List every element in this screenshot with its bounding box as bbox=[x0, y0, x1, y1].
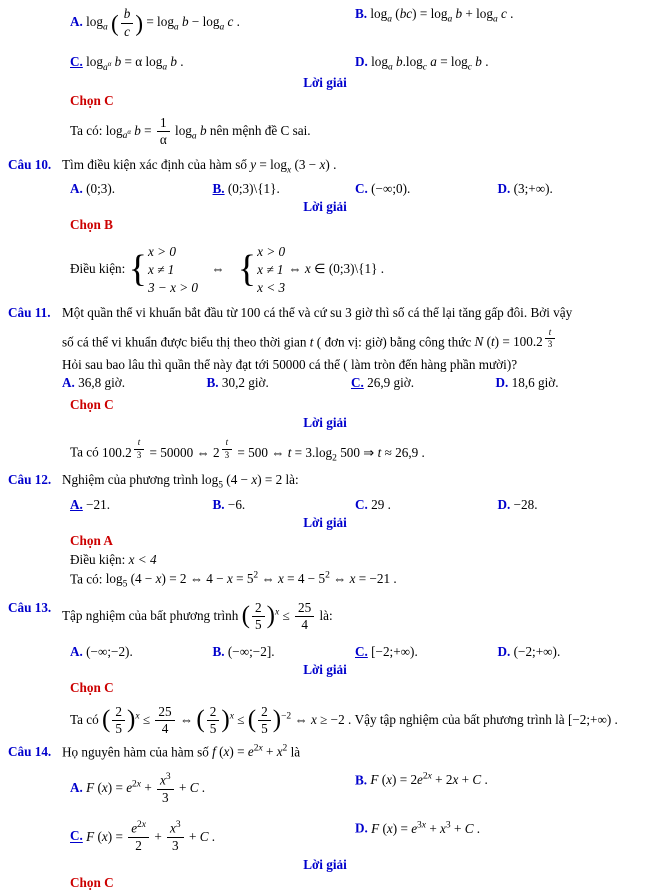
option-label-b: B. bbox=[206, 375, 219, 391]
q14-option-a[interactable] bbox=[70, 772, 355, 806]
option-label-a: A. bbox=[70, 496, 83, 512]
q12-condition-label: Điều kiện: bbox=[70, 551, 126, 567]
question-14-number: Câu 14. bbox=[8, 743, 52, 759]
q11-solution-formula: 100.2 $^{\frac{t}{3}}$ = 50000 ⇔ 2 $^{\frac{t}{3}}$ = 500 ⇔ $t = 3.\log_2$ 500 ⇒ t ≈ 26,9 . bbox=[102, 437, 425, 464]
question-12-text bbox=[62, 472, 650, 491]
q12-condition-value: x < 4 bbox=[128, 551, 157, 567]
option-label-c: C. bbox=[355, 181, 368, 197]
answer-choice-q11: Chọn C bbox=[70, 397, 114, 413]
option-d-text: 18,6 giờ. bbox=[511, 375, 559, 391]
option-label-b: B. bbox=[355, 772, 368, 788]
option-label-a: A. bbox=[62, 375, 75, 391]
loigiai-heading-q9: Lời giải bbox=[303, 74, 347, 90]
option-d-text: −28. bbox=[513, 496, 538, 512]
option-a-formula: $\log_a$ ( $\frac{b}{c}$ ) = $\log_a b - \log_a c$ . bbox=[86, 6, 240, 39]
question-11 bbox=[0, 305, 650, 374]
q10-iff-1: ⇔ bbox=[211, 261, 225, 277]
question-13-number: Câu 13. bbox=[8, 599, 52, 615]
answer-choice-q13: Chọn C bbox=[70, 679, 114, 695]
option-b-text: (−∞;−2]. bbox=[227, 643, 275, 659]
q10-option-d[interactable] bbox=[498, 181, 641, 197]
q13-solution-intro: Ta có bbox=[70, 711, 99, 727]
question-12-stem-tail: là: bbox=[285, 471, 299, 487]
question-11-line1: Một quần thể vi khuẩn bắt đầu từ 100 cá thể và cứ su 3 giờ thì số cá thể lại tăng gấp đôi. Bởi vậy bbox=[62, 304, 573, 320]
q14-option-b[interactable] bbox=[355, 772, 640, 806]
q11-options bbox=[0, 375, 650, 391]
q10-system-2: { x > 0 x ≠ 1 x < 3 bbox=[237, 244, 286, 295]
question-14-stem: Họ nguyên hàm của hàm số bbox=[62, 744, 209, 760]
option-a-formula: F $(x) = e^{2x}$ + $\frac{x^3}{3}$ + C . bbox=[86, 772, 206, 805]
question-11-number: Câu 11. bbox=[8, 304, 51, 320]
q13-solution-formula: ( $\frac{2}{5}$ ) $^x$ ≤ $\frac{25}{4}$ ⇔ ( $\frac{2}{5}$ ) $^x$ ≤ ( $\frac{2}{5}$ ) $^{-2}$ ⇔ x ≥ −2 . bbox=[102, 703, 355, 737]
loigiai-heading-q11: Lời giải bbox=[303, 415, 347, 431]
answer-choice-q9: Chọn C bbox=[70, 92, 114, 108]
question-13 bbox=[0, 600, 650, 634]
option-label-c: C. bbox=[70, 828, 83, 844]
q10-option-a[interactable] bbox=[70, 181, 213, 197]
q10-result: ⇔ x ∈ (0;3)\{1} . bbox=[288, 261, 384, 277]
q13-option-b[interactable] bbox=[213, 644, 356, 660]
question-10-stem: Tìm điều kiện xác định của hàm số bbox=[62, 156, 247, 172]
option-label-a: A. bbox=[70, 643, 83, 659]
option-c-text: [−2;+∞). bbox=[371, 643, 418, 659]
question-10-formula: $y = \log_x (3 - x)$ . bbox=[250, 156, 337, 176]
option-label-a: A. bbox=[70, 14, 83, 30]
q9-option-a[interactable] bbox=[70, 6, 355, 40]
option-a-text: −21. bbox=[86, 496, 111, 512]
question-11-line2a: số cá thể vi khuẩn được biểu thị theo thời gian bbox=[62, 334, 307, 350]
q13-option-d[interactable] bbox=[498, 644, 641, 660]
q11-option-c[interactable] bbox=[351, 375, 496, 391]
answer-choice-q10: Chọn B bbox=[70, 217, 113, 233]
question-11-line2b: ( đơn vị: giờ) bằng công thức bbox=[316, 334, 472, 350]
option-d-formula: F $(x) = e^{3x} + x^3 + C$ . bbox=[371, 820, 481, 836]
question-11-line3: Hỏi sau bao lâu thì quần thể này đạt tới 50000 cá thể ( làm tròn đến hàng phần mười)? bbox=[62, 357, 518, 373]
q12-option-d[interactable] bbox=[498, 497, 641, 513]
question-13-formula: ( $\frac{2}{5}$ ) $^x$ ≤ $\frac{25}{4}$ bbox=[242, 608, 320, 623]
q13-solution-set: [−2;+∞) . bbox=[567, 711, 618, 727]
option-label-d: D. bbox=[495, 375, 509, 391]
option-label-b: B. bbox=[212, 181, 225, 197]
option-c-text: 26,9 giờ. bbox=[367, 375, 415, 391]
q10-option-c[interactable] bbox=[355, 181, 498, 197]
question-11-line2: số cá thể vi khuẩn được biểu thị theo thời gian t ( đơn vị: giờ) bằng công thức N (t) = 100.2 $^{\frac{t}{3}}$ bbox=[62, 327, 640, 352]
question-10-text bbox=[62, 157, 650, 176]
q9-solution bbox=[0, 115, 650, 149]
question-11-formula: N (t) = 100.2 $^{\frac{t}{3}}$ bbox=[474, 334, 557, 349]
option-label-a: A. bbox=[70, 780, 83, 796]
option-a-text: (0;3). bbox=[86, 181, 116, 197]
q10-system-1: { x > 0 x ≠ 1 3 − x > 0 bbox=[128, 244, 199, 295]
option-d-text: (−2;+∞). bbox=[513, 643, 561, 659]
option-b-text: 30,2 giờ. bbox=[221, 375, 269, 391]
option-d-formula: $\log_a b.\log_c$ $a = \log_c b$ . bbox=[371, 54, 489, 73]
question-12 bbox=[0, 472, 650, 491]
option-label-c: C. bbox=[70, 54, 83, 69]
q9-option-c[interactable] bbox=[70, 54, 355, 73]
option-c-text: 29 . bbox=[371, 496, 391, 512]
loigiai-heading-q12: Lời giải bbox=[303, 514, 347, 530]
q10-option-b[interactable] bbox=[213, 181, 356, 197]
option-label-d: D. bbox=[497, 496, 511, 512]
q9-solution-formula: $\log_{a^\alpha} b$ = $\frac{1}{\alpha}$ $\log_a b$ bbox=[105, 114, 207, 148]
q13-option-a[interactable] bbox=[70, 644, 213, 660]
question-14-formula: f $(x) = e^{2x} + x^2$ bbox=[212, 743, 288, 760]
question-11-text bbox=[62, 305, 650, 374]
q10-options bbox=[0, 181, 650, 197]
q11-option-b[interactable] bbox=[207, 375, 352, 391]
option-c-formula: $\log_{a^\alpha} b = \alpha$ $\log_a b$ . bbox=[86, 54, 184, 73]
q12-option-c[interactable] bbox=[355, 497, 498, 513]
q13-solution bbox=[0, 704, 650, 738]
option-label-d: D. bbox=[355, 820, 368, 836]
option-b-text: −6. bbox=[227, 496, 246, 512]
q11-option-d[interactable] bbox=[496, 375, 641, 391]
question-13-stem-tail: là: bbox=[319, 607, 333, 623]
q9-solution-tail: nên mệnh đề C sai. bbox=[209, 122, 311, 138]
q14-options-row-2 bbox=[0, 820, 650, 854]
question-13-text bbox=[62, 600, 650, 634]
q9-options-row-1 bbox=[0, 6, 650, 40]
q12-solution-intro: Ta có: bbox=[70, 571, 103, 587]
option-label-b: B. bbox=[355, 6, 368, 21]
question-14-stem-tail: là bbox=[290, 744, 301, 760]
option-label-d: D. bbox=[497, 181, 511, 197]
q12-option-a[interactable] bbox=[70, 497, 213, 513]
q14-options-row-1 bbox=[0, 772, 650, 806]
q13-solution-tail: Vậy tập nghiệm của bất phương trình là bbox=[354, 711, 565, 727]
q10-condition-label: Điều kiện: bbox=[70, 261, 126, 277]
loigiai-heading-q14: Lời giải bbox=[303, 856, 347, 872]
q12-solution-formula: $\log_5 (4 - x) = 2$ ⇔ $4 - x = 5^2$ ⇔ $x = 4 - 5^2$ ⇔ x = −21 . bbox=[105, 570, 397, 590]
question-13-stem: Tập nghiệm của bất phương trình bbox=[62, 607, 239, 623]
option-c-text: (−∞;0). bbox=[371, 181, 411, 197]
question-10-number: Câu 10. bbox=[8, 156, 52, 172]
q10-solution bbox=[0, 243, 650, 296]
loigiai-heading-q10: Lời giải bbox=[303, 199, 347, 215]
question-12-formula: $\log_5 (4 - x) = 2$ bbox=[201, 471, 286, 491]
q9-option-b[interactable] bbox=[355, 6, 640, 40]
answer-choice-q14: Chọn C bbox=[70, 874, 114, 890]
q11-solution-intro: Ta có bbox=[70, 444, 99, 460]
q9-solution-intro: Ta có: bbox=[70, 122, 103, 138]
q13-option-c[interactable] bbox=[355, 644, 498, 660]
option-a-text: 36,8 giờ. bbox=[78, 375, 126, 391]
option-b-formula: $\log_a (bc) = \log_a b + \log_a c$ . bbox=[370, 6, 514, 25]
question-10 bbox=[0, 157, 650, 176]
option-a-text: (−∞;−2). bbox=[86, 643, 133, 659]
option-label-d: D. bbox=[355, 54, 368, 69]
loigiai-heading-q13: Lời giải bbox=[303, 661, 347, 677]
option-label-c: C. bbox=[355, 496, 368, 512]
q12-solution bbox=[0, 571, 650, 590]
q9-options-row-2 bbox=[0, 54, 650, 73]
option-label-c: C. bbox=[351, 375, 364, 391]
option-d-text: (3;+∞). bbox=[513, 181, 553, 197]
question-12-number: Câu 12. bbox=[8, 471, 52, 487]
option-b-text: (0;3)\{1}. bbox=[227, 181, 280, 197]
q11-solution bbox=[0, 437, 650, 466]
q12-option-b[interactable] bbox=[213, 497, 356, 513]
q13-options bbox=[0, 644, 650, 660]
q14-option-c[interactable] bbox=[70, 820, 355, 854]
q9-option-d[interactable] bbox=[355, 54, 640, 73]
option-label-c: C. bbox=[355, 643, 368, 659]
q14-option-d[interactable] bbox=[355, 820, 640, 854]
question-14 bbox=[0, 744, 650, 760]
question-14-text bbox=[62, 744, 650, 760]
option-c-formula: F (x) = $\frac{e^{2x}}{2}$ + $\frac{x^3}{3}$ + C . bbox=[86, 820, 216, 854]
option-b-formula: F $(x) = 2e^{2x} + 2x + C$ . bbox=[370, 772, 488, 788]
q12-options bbox=[0, 497, 650, 513]
option-label-a: A. bbox=[70, 181, 83, 197]
question-12-stem: Nghiệm của phương trình bbox=[62, 471, 199, 487]
option-label-b: B. bbox=[212, 496, 225, 512]
option-label-d: D. bbox=[497, 643, 511, 659]
q12-condition bbox=[0, 552, 650, 568]
answer-choice-q12: Chọn A bbox=[70, 532, 113, 548]
option-label-b: B. bbox=[212, 643, 225, 659]
q11-option-a[interactable] bbox=[62, 375, 207, 391]
